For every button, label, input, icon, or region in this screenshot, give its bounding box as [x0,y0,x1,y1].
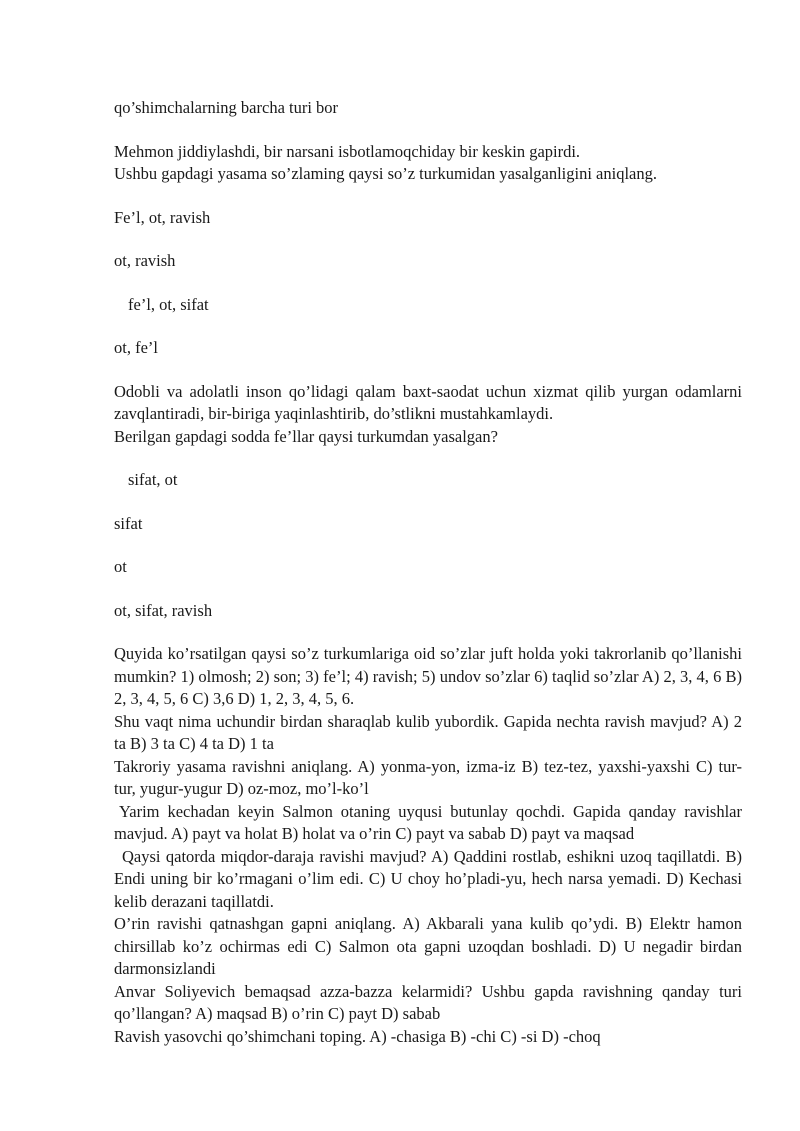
question-item: O’rin ravishi qatnashgan gapni aniqlang. A) Akbarali yana kulib qo’ydi. B) Elektr hamon chirsillab ko’z ochirmas edi C) Salmon ota gapni uzoqdan boshladi. D) U negadir birdan darmonsizlandi [114,914,742,978]
question-item: Anvar Soliyevich bemaqsad azza-bazza kelarmidi? Ushbu gapda ravishning qanday turi qo’llangan? A) maqsad B) o’rin C) payt D) sabab [114,981,742,1023]
answer-option: fe’l, ot, sifat [128,294,209,314]
answer-option: ot, fe’l [114,338,158,357]
paragraph-gap [114,120,742,141]
answer-option: sifat [114,513,143,533]
question-prompt: Berilgan gapdagi sodda fe’llar qaysi turkumdan yasalgan? [114,426,498,446]
paragraph-gap [114,622,742,643]
paragraph-gap [114,448,742,469]
answer-option: Fe’l, ot, ravish [114,207,211,227]
question-item: Takroriy yasama ravishni aniqlang. A) yonma-yon, izma-iz B) tez-tez, yaxshi-yaxshi C) tur-tur, yugur-yugur D) oz-moz, mo’l-ko’l [114,756,742,798]
document-page [114,97,742,1048]
paragraph-gap [114,579,742,600]
question-sentence: Odobli va adolatli inson qo’lidagi qalam baxt-saodat uchun xizmat qilib yurgan odamlarni zavqlantiradi, bir-biriga yaqinlashtirib, do’stlikni mustahkamlaydi. [114,381,742,423]
answer-option: qo’shimchalarning barcha turi bor [114,98,339,117]
paragraph-gap [114,535,742,556]
question-item: Yarim kechadan keyin Salmon otaning uyqusi butunlay qochdi. Gapida qanday ravishlar mavjud. A) payt va holat B) holat va o’rin C) payt va sabab D) payt va maqsad [114,801,742,843]
paragraph-gap [114,186,742,207]
paragraph-gap [114,492,742,513]
question-item: Quyida ko’rsatilgan qaysi so’z turkumlariga oid so’zlar juft holda yoki takrorlanib qo’llanishi mumkin? 1) olmosh; 2) son; 3) fe’l; 4) ravish; 5) undov so’zlar 6) taqlid so’zlar A) 2, 3, 4, 6 B) 2, 3, 4, 5, 6 C) 3,6 D) 1, 2, 3, 4, 5, 6. [114,644,742,708]
question-item: Qaysi qatorda miqdor-daraja ravishi mavjud? A) Qaddini rostlab, eshikni uzoq taqillatdi. B) Endi uning bir ko’rmagani o’lim edi. C) U choy ho’pladi-yu, hech narsa yemadi. D) Kechasi kelib derazani taqillatdi. [114,846,742,911]
question-item: Shu vaqt nima uchundir birdan sharaqlab kulib yubordik. Gapida nechta ravish mavjud? A) 2 ta B) 3 ta C) 4 ta D) 1 ta [114,711,742,753]
question-prompt: Ushbu gapdagi yasama so’zlaming qaysi so’z turkumidan yasalganligini aniqlang. [114,164,658,183]
answer-option: ot [114,557,127,576]
paragraph-gap [114,316,742,337]
paragraph-gap [114,360,742,381]
paragraph-gap [114,229,742,250]
answer-option: ot, ravish [114,251,176,270]
answer-option: sifat, ot [128,470,178,489]
question-sentence: Mehmon jiddiylashdi, bir narsani isbotlamoqchiday bir keskin gapirdi. [114,141,581,161]
question-item: Ravish yasovchi qo’shimchani toping. A) -chasiga B) -chi C) -si D) -choq [114,1026,601,1046]
paragraph-gap [114,273,742,294]
answer-option: ot, sifat, ravish [114,600,213,620]
